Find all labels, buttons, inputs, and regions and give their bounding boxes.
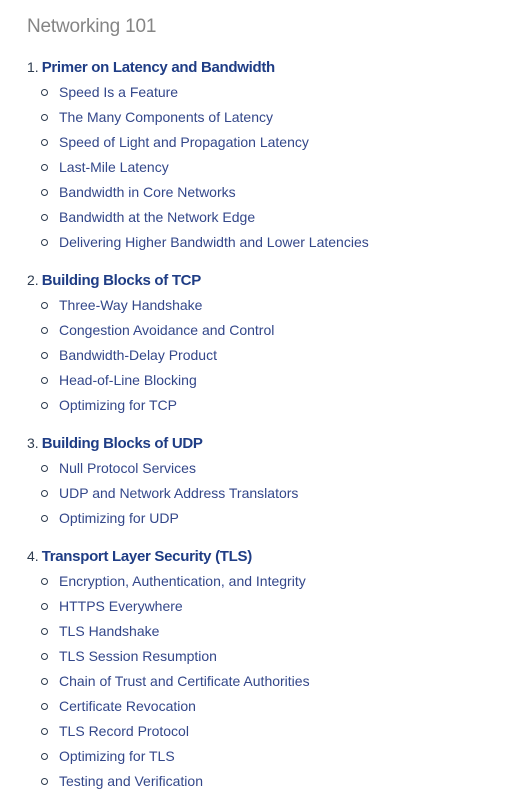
circle-bullet-icon [41, 402, 48, 409]
topic-link[interactable]: Encryption, Authentication, and Integrity [59, 573, 306, 589]
topic-item [27, 130, 523, 155]
circle-bullet-icon [41, 678, 48, 685]
topic-link[interactable]: Speed Is a Feature [59, 84, 179, 100]
topic-link[interactable]: Testing and Verification [59, 773, 203, 789]
topic-link[interactable]: UDP and Network Address Translators [59, 485, 299, 501]
topic-link[interactable]: Bandwidth in Core Networks [59, 184, 236, 200]
topic-list [27, 80, 523, 255]
circle-bullet-icon [41, 465, 48, 472]
topic-item [27, 481, 523, 506]
topic-item [27, 694, 523, 719]
circle-bullet-icon [41, 214, 48, 221]
chapter-header [27, 268, 523, 293]
topic-link[interactable]: TLS Handshake [59, 623, 160, 639]
topic-link[interactable]: TLS Session Resumption [59, 648, 217, 664]
circle-bullet-icon [41, 139, 48, 146]
chapter-link[interactable]: Primer on Latency and Bandwidth [41, 59, 275, 76]
topic-item [27, 205, 523, 230]
topic-link[interactable]: Congestion Avoidance and Control [59, 322, 275, 338]
circle-bullet-icon [41, 239, 48, 246]
topic-link[interactable]: Speed of Light and Propagation Latency [59, 134, 309, 150]
topic-link[interactable]: HTTPS Everywhere [59, 598, 183, 614]
topic-item [27, 318, 523, 343]
topic-link[interactable]: Delivering Higher Bandwidth and Lower Latencies [59, 234, 369, 250]
chapter-header [27, 431, 523, 456]
topic-list [27, 456, 523, 531]
topic-link[interactable]: Certificate Revocation [59, 698, 196, 714]
topic-link[interactable]: Optimizing for TLS [59, 748, 175, 764]
circle-bullet-icon [41, 327, 48, 334]
chapter-link[interactable]: Transport Layer Security (TLS) [41, 548, 252, 565]
topic-item [27, 569, 523, 594]
chapter-number: 3. [27, 435, 39, 451]
chapter-number: 2. [27, 272, 39, 288]
topic-item [27, 644, 523, 669]
topic-item [27, 230, 523, 255]
chapter-list [27, 55, 523, 794]
topic-item [27, 80, 523, 105]
topic-list [27, 569, 523, 794]
circle-bullet-icon [41, 114, 48, 121]
circle-bullet-icon [41, 490, 48, 497]
topic-item [27, 506, 523, 531]
topic-item [27, 594, 523, 619]
circle-bullet-icon [41, 628, 48, 635]
chapter-link[interactable]: Building Blocks of UDP [41, 435, 203, 452]
topic-item [27, 180, 523, 205]
topic-link[interactable]: Bandwidth at the Network Edge [59, 209, 256, 225]
chapter-header [27, 55, 523, 80]
chapter-number: 1. [27, 59, 39, 75]
circle-bullet-icon [41, 578, 48, 585]
topic-item [27, 105, 523, 130]
topic-link[interactable]: Bandwidth-Delay Product [59, 347, 217, 363]
topic-item [27, 368, 523, 393]
topic-item [27, 719, 523, 744]
circle-bullet-icon [41, 302, 48, 309]
topic-item [27, 744, 523, 769]
circle-bullet-icon [41, 189, 48, 196]
topic-item [27, 456, 523, 481]
topic-link[interactable]: Optimizing for UDP [59, 510, 179, 526]
circle-bullet-icon [41, 728, 48, 735]
topic-item [27, 155, 523, 180]
chapter-number: 4. [27, 548, 39, 564]
topic-link[interactable]: Three-Way Handshake [59, 297, 203, 313]
topic-item [27, 293, 523, 318]
topic-link[interactable]: Null Protocol Services [59, 460, 196, 476]
circle-bullet-icon [41, 89, 48, 96]
topic-item [27, 619, 523, 644]
circle-bullet-icon [41, 653, 48, 660]
topic-link[interactable]: Last-Mile Latency [59, 159, 169, 175]
circle-bullet-icon [41, 377, 48, 384]
topic-link[interactable]: Head-of-Line Blocking [59, 372, 197, 388]
chapter-header [27, 544, 523, 569]
topic-item [27, 769, 523, 794]
chapter-link[interactable]: Building Blocks of TCP [41, 272, 201, 289]
chapter-item [27, 544, 523, 794]
chapter-item [27, 55, 523, 255]
topic-item [27, 343, 523, 368]
section-heading: Networking 101 [27, 16, 157, 37]
circle-bullet-icon [41, 164, 48, 171]
chapter-item [27, 268, 523, 418]
topic-item [27, 393, 523, 418]
circle-bullet-icon [41, 515, 48, 522]
circle-bullet-icon [41, 703, 48, 710]
topic-link[interactable]: TLS Record Protocol [59, 723, 189, 739]
topic-list [27, 293, 523, 418]
circle-bullet-icon [41, 778, 48, 785]
circle-bullet-icon [41, 753, 48, 760]
chapter-item [27, 431, 523, 531]
topic-link[interactable]: Chain of Trust and Certificate Authorities [59, 673, 310, 689]
topic-link[interactable]: The Many Components of Latency [59, 109, 274, 125]
circle-bullet-icon [41, 352, 48, 359]
topic-link[interactable]: Optimizing for TCP [59, 397, 177, 413]
circle-bullet-icon [41, 603, 48, 610]
topic-item [27, 669, 523, 694]
